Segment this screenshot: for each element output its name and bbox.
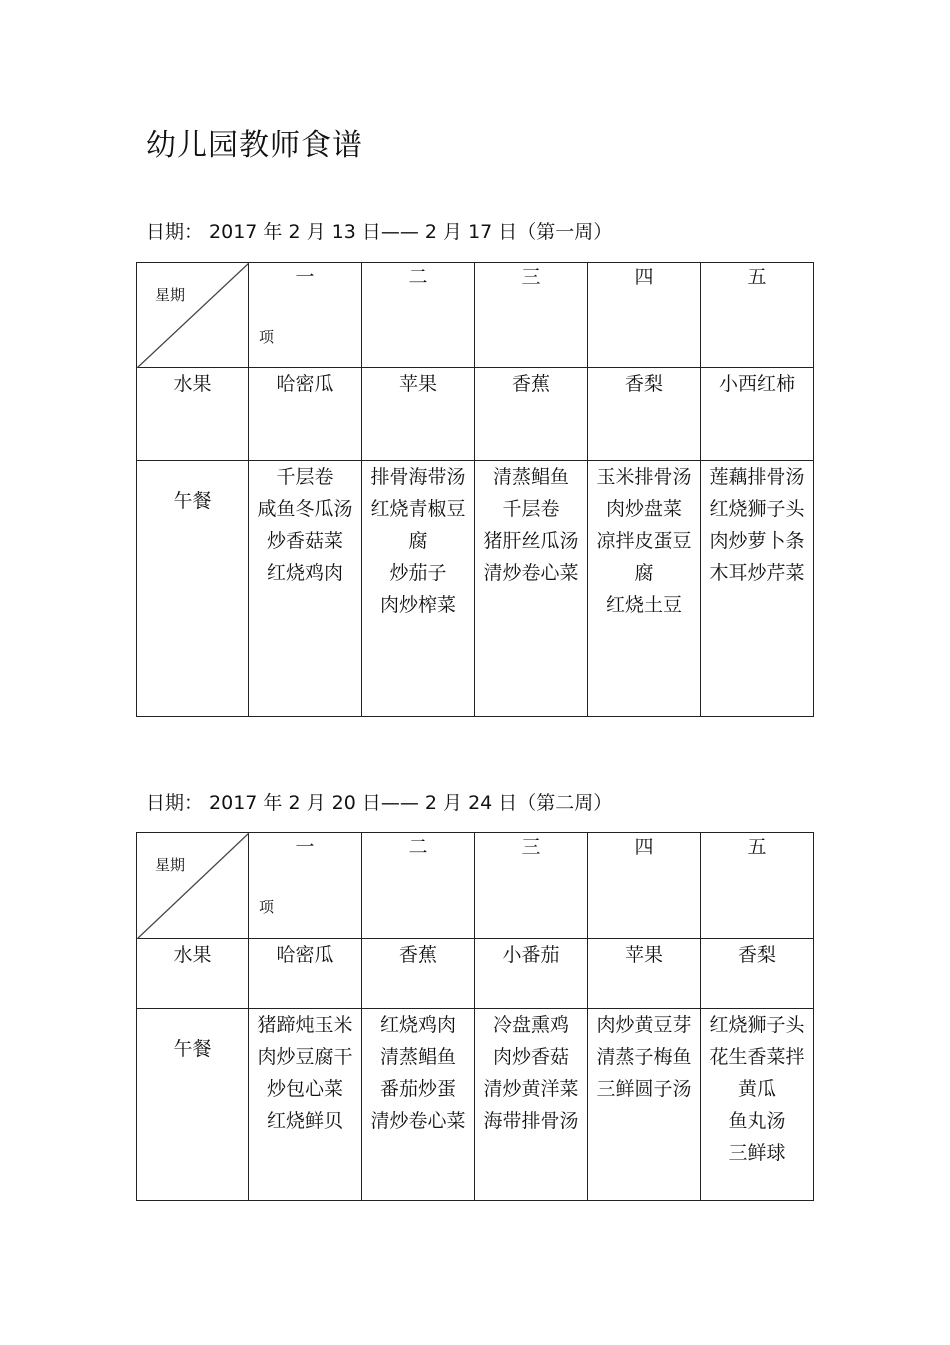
corner-item-label: 项 (259, 328, 275, 346)
dish-item: 清炒卷心菜 (483, 562, 579, 584)
lunch-cell-wed (475, 1009, 588, 1201)
dish-item: 排骨海带汤 (370, 466, 466, 488)
dish-item: 莲藕排骨汤 (709, 466, 805, 488)
fruit-cell: 香蕉 (362, 939, 475, 1009)
lunch-cell-mon (249, 1009, 362, 1201)
dish-item: 清蒸子梅鱼 (596, 1046, 692, 1068)
dish-item: 炒茄子 (389, 562, 447, 584)
day-label: 二 (408, 836, 428, 858)
dish-item: 肉炒萝卜条 (709, 530, 805, 552)
dish-item: 肉炒黄豆芽 (596, 1014, 692, 1036)
dish-item: 清蒸鲳鱼 (379, 1046, 456, 1068)
fruit-cell: 苹果 (588, 939, 701, 1009)
dish-item: 番茄炒蛋 (379, 1078, 456, 1100)
dish-item: 清蒸鲳鱼 (492, 466, 569, 488)
day-label: 一 (295, 836, 315, 858)
fruit-cell: 香梨 (588, 368, 701, 461)
week-2-menu-table (136, 832, 814, 1201)
corner-weekday-label: 星期 (155, 286, 186, 304)
day-header-wed (475, 263, 588, 368)
dish-item: 玉米排骨汤 (596, 466, 692, 488)
diagonal-line (137, 263, 249, 368)
dish-item: 红烧青椒豆腐 (370, 498, 466, 552)
day-header-tue (362, 263, 475, 368)
fruit-row-label: 水果 (137, 939, 249, 1009)
dish-item: 冷盘熏鸡 (492, 1014, 569, 1036)
week-2-date: 日期： 2017 年 2 月 20 日—— 2 月 24 日（第二周） (146, 792, 613, 814)
dish-item: 肉炒豆腐干 (257, 1046, 353, 1068)
dish-item: 猪蹄炖玉米 (257, 1014, 353, 1036)
day-label: 三 (521, 266, 541, 288)
dish-item: 肉炒榨菜 (379, 594, 456, 616)
page-title: 幼儿园教师食谱 (146, 128, 363, 163)
corner-item-label: 项 (259, 898, 275, 916)
dish-item: 清炒黄洋菜 (483, 1078, 579, 1100)
day-header-fri (701, 833, 814, 939)
day-label: 五 (747, 266, 767, 288)
day-header-wed (475, 833, 588, 939)
lunch-cell-tue (362, 1009, 475, 1201)
dish-item: 红烧狮子头 (709, 1014, 805, 1036)
day-header-mon (249, 833, 362, 939)
header-row (137, 263, 814, 368)
day-label: 四 (634, 836, 654, 858)
fruit-cell: 哈密瓜 (249, 939, 362, 1009)
corner-cell (137, 263, 249, 368)
day-header-fri (701, 263, 814, 368)
day-label: 三 (521, 836, 541, 858)
dish-item: 凉拌皮蛋豆腐 (596, 530, 692, 584)
lunch-cell-wed (475, 461, 588, 717)
fruit-row (137, 939, 814, 1009)
day-header-thu (588, 263, 701, 368)
dish-item: 咸鱼冬瓜汤 (257, 498, 353, 520)
dish-item: 红烧狮子头 (709, 498, 805, 520)
day-header-mon (249, 263, 362, 368)
lunch-cell-fri (701, 1009, 814, 1201)
dish-item: 木耳炒芹菜 (709, 562, 805, 584)
header-row (137, 833, 814, 939)
lunch-row (137, 1009, 814, 1201)
lunch-cell-fri (701, 461, 814, 717)
dish-item: 花生香菜拌黄瓜 (709, 1046, 805, 1100)
day-label: 一 (295, 266, 315, 288)
week-1-menu-table (136, 262, 814, 717)
fruit-row (137, 368, 814, 461)
dish-item: 红烧土豆 (605, 594, 682, 616)
dish-item: 千层卷 (276, 466, 334, 488)
fruit-row-label: 水果 (137, 368, 249, 461)
dish-item: 肉炒香菇 (492, 1046, 569, 1068)
corner-weekday-label: 星期 (155, 856, 186, 874)
fruit-cell: 小番茄 (475, 939, 588, 1009)
dish-item: 炒包心菜 (266, 1078, 343, 1100)
dish-item: 鱼丸汤 (728, 1110, 786, 1132)
day-label: 五 (747, 836, 767, 858)
fruit-cell: 香蕉 (475, 368, 588, 461)
dish-item: 炒香菇菜 (266, 530, 343, 552)
dish-item: 红烧鲜贝 (266, 1110, 343, 1132)
lunch-cell-tue (362, 461, 475, 717)
dish-item: 肉炒盘菜 (605, 498, 682, 520)
day-header-tue (362, 833, 475, 939)
week-1-date: 日期： 2017 年 2 月 13 日—— 2 月 17 日（第一周） (146, 221, 613, 243)
dish-item: 红烧鸡肉 (379, 1014, 456, 1036)
dish-item: 三鲜圆子汤 (596, 1078, 692, 1100)
dish-item: 三鲜球 (728, 1142, 786, 1164)
corner-cell (137, 833, 249, 939)
day-label: 四 (634, 266, 654, 288)
day-header-thu (588, 833, 701, 939)
fruit-cell: 哈密瓜 (249, 368, 362, 461)
lunch-row (137, 461, 814, 717)
lunch-row-label: 午餐 (137, 1009, 249, 1201)
dish-item: 红烧鸡肉 (266, 562, 343, 584)
lunch-row-label: 午餐 (137, 461, 249, 717)
diagonal-line (137, 833, 249, 939)
lunch-cell-thu (588, 461, 701, 717)
lunch-cell-mon (249, 461, 362, 717)
lunch-cell-thu (588, 1009, 701, 1201)
day-label: 二 (408, 266, 428, 288)
dish-item: 海带排骨汤 (483, 1110, 579, 1132)
dish-item: 千层卷 (502, 498, 560, 520)
dish-item: 猪肝丝瓜汤 (483, 530, 579, 552)
fruit-cell: 小西红柿 (701, 368, 814, 461)
fruit-cell: 苹果 (362, 368, 475, 461)
fruit-cell: 香梨 (701, 939, 814, 1009)
dish-item: 清炒卷心菜 (370, 1110, 466, 1132)
